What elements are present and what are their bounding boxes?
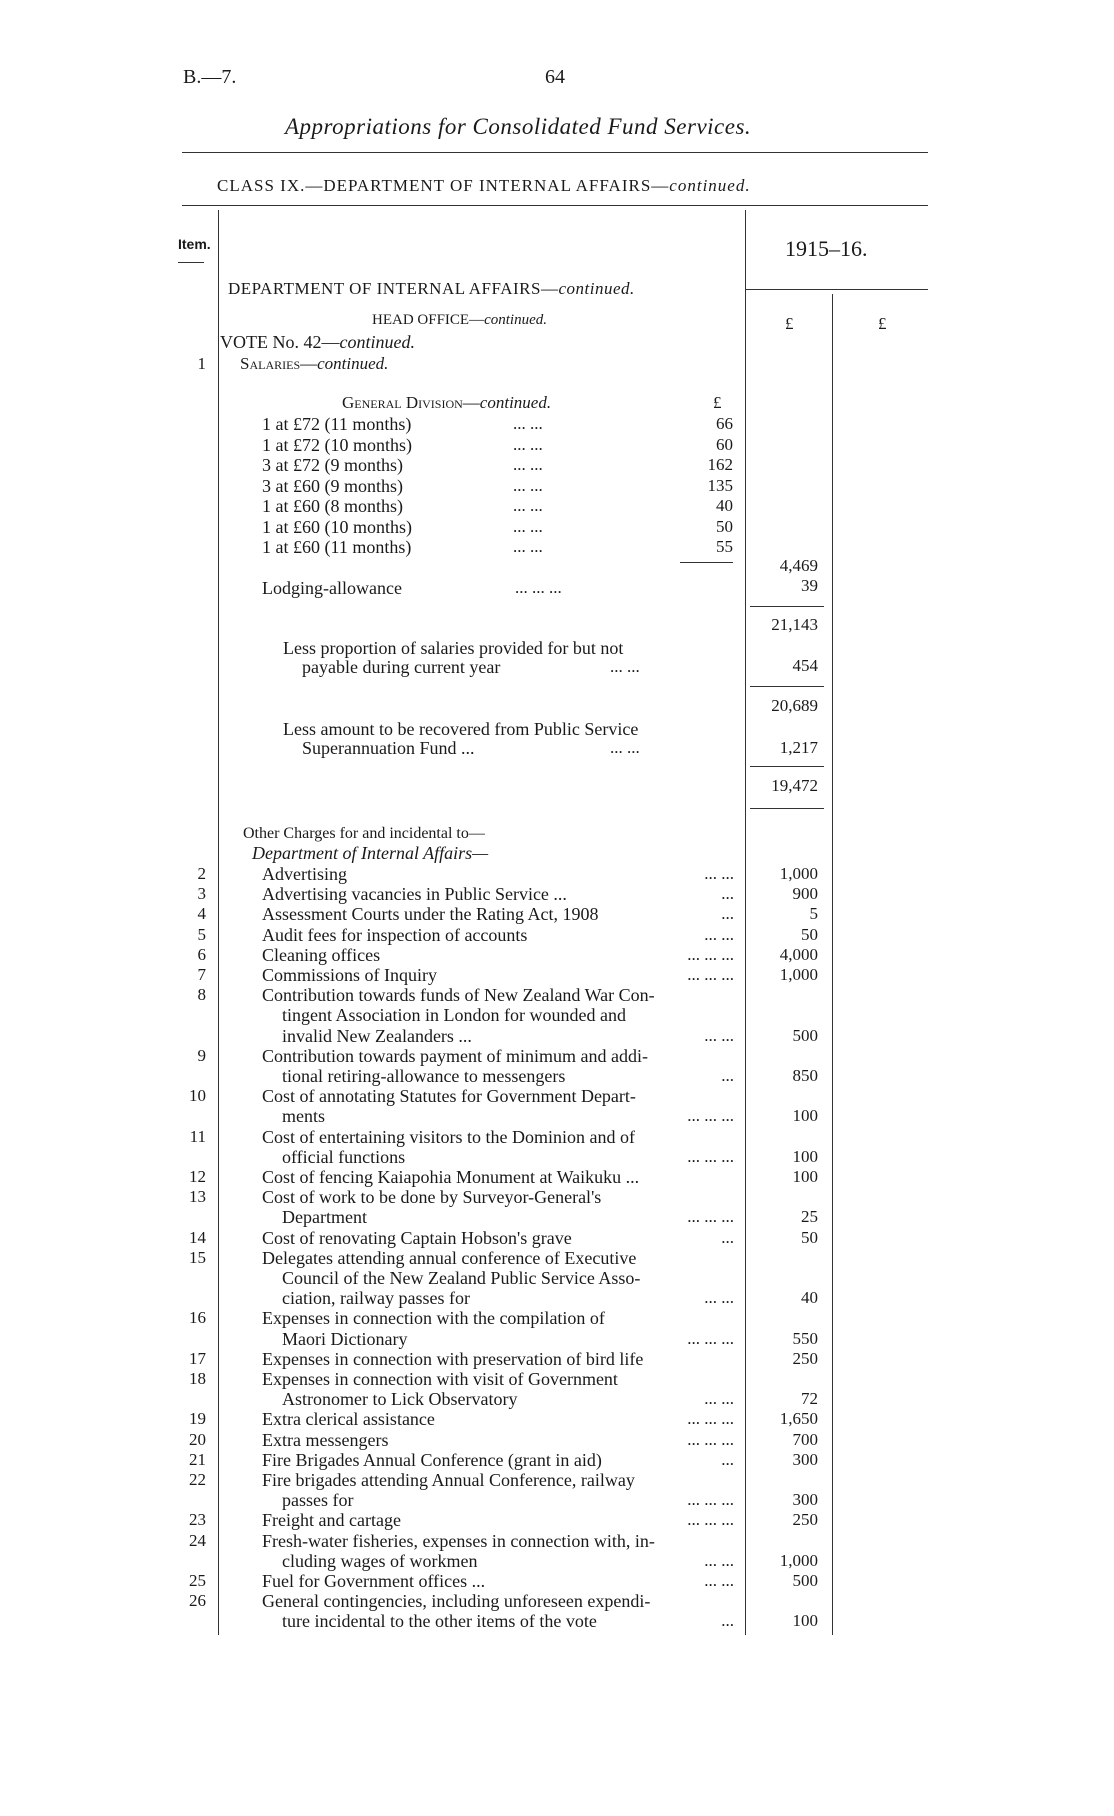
item-dots: ... ... ... bbox=[687, 944, 734, 964]
class-rule bbox=[182, 205, 928, 206]
less-proportion-line-2: payable during current year bbox=[302, 657, 501, 677]
item-dots: ... ... ... bbox=[687, 1146, 734, 1166]
general-division-row-dots: ... ... bbox=[513, 414, 543, 433]
item-number: 18 bbox=[189, 1369, 206, 1388]
item-description: Expenses in connection with visit of Government bbox=[262, 1369, 618, 1389]
item-description: Fire Brigades Annual Conference (grant in aid) bbox=[262, 1449, 602, 1470]
item-description: invalid New Zealanders ... bbox=[282, 1025, 472, 1046]
year-rule bbox=[745, 289, 928, 290]
item-number: 14 bbox=[189, 1227, 206, 1247]
item-number: 7 bbox=[197, 965, 206, 984]
lodging-allowance-dots: ... ... ... bbox=[515, 578, 562, 597]
item-number: 1 bbox=[197, 354, 206, 373]
salaries-final-total: 19,472 bbox=[771, 776, 818, 795]
item-amount: 700 bbox=[792, 1429, 818, 1449]
general-division-heading: General Division—continued. bbox=[342, 393, 552, 412]
item-amount: 4,000 bbox=[779, 944, 818, 964]
item-description: ture incidental to the other items of the vote bbox=[282, 1611, 597, 1632]
item-description: Cost of fencing Kaiapohia Monument at Waikuku ... bbox=[262, 1167, 640, 1187]
lodging-allowance-value: 39 bbox=[801, 576, 818, 595]
item-description: Fire brigades attending Annual Conference, railway bbox=[262, 1470, 635, 1490]
item-amount: 300 bbox=[792, 1490, 818, 1510]
item-number: 21 bbox=[189, 1449, 206, 1469]
item-dots: ... ... bbox=[704, 864, 734, 883]
general-division-row-value: 66 bbox=[716, 414, 733, 433]
item-description: General contingencies, including unforeseen expendi- bbox=[262, 1591, 651, 1612]
item-amount: 900 bbox=[792, 884, 818, 904]
general-division-pound-sign: £ bbox=[713, 393, 722, 412]
item-number: 17 bbox=[189, 1348, 206, 1368]
item-dots: ... ... ... bbox=[687, 1409, 734, 1429]
item-amount: 100 bbox=[792, 1611, 818, 1631]
item-description: Extra messengers bbox=[262, 1429, 389, 1450]
item-dots: ... bbox=[721, 884, 734, 904]
item-amount: 1,000 bbox=[779, 1550, 818, 1570]
item-dots: ... ... bbox=[704, 1389, 734, 1409]
item-description: Extra clerical assistance bbox=[262, 1409, 435, 1430]
general-division-row-value: 40 bbox=[716, 496, 733, 515]
item-description: Contribution towards payment of minimum and addi- bbox=[262, 1045, 648, 1066]
item-description: ciation, railway passes for bbox=[282, 1288, 470, 1309]
item-dots: ... bbox=[721, 1611, 734, 1631]
head-office-heading: HEAD OFFICE—continued. bbox=[372, 312, 547, 328]
item-description: Assessment Courts under the Rating Act, 1908 bbox=[262, 904, 599, 925]
item-amount: 1,000 bbox=[779, 965, 818, 984]
general-division-row-label: 3 at £72 (9 months) bbox=[262, 455, 403, 475]
general-division-row-dots: ... ... bbox=[513, 496, 543, 515]
item-number: 15 bbox=[189, 1247, 206, 1267]
item-number: 3 bbox=[197, 884, 206, 904]
item-number: 26 bbox=[189, 1591, 206, 1611]
less-superannuation-value: 1,217 bbox=[779, 738, 818, 757]
item-dots: ... ... ... bbox=[687, 1510, 734, 1530]
item-number: 16 bbox=[189, 1308, 206, 1328]
item-number: 20 bbox=[189, 1429, 206, 1449]
salaries-total: 21,143 bbox=[771, 615, 818, 634]
general-division-row-dots: ... ... bbox=[513, 537, 543, 556]
page-title: Appropriations for Consolidated Fund Services. bbox=[285, 114, 752, 139]
item-number: 24 bbox=[189, 1530, 206, 1550]
item-description: ments bbox=[282, 1106, 325, 1127]
item-number: 19 bbox=[189, 1409, 206, 1429]
pound-sign-2: £ bbox=[878, 314, 887, 333]
item-description: cluding wages of workmen bbox=[282, 1550, 478, 1571]
item-amount: 250 bbox=[792, 1510, 818, 1530]
general-division-row-dots: ... ... bbox=[513, 475, 543, 495]
second-amount-column-rule bbox=[832, 294, 833, 1635]
item-description: tional retiring-allowance to messengers bbox=[282, 1066, 566, 1086]
item-dots: ... ... bbox=[704, 1288, 734, 1308]
general-division-row-dots: ... ... bbox=[513, 455, 543, 474]
less-superannuation-line-2: Superannuation Fund ... bbox=[302, 738, 475, 758]
item-dots: ... ... ... bbox=[687, 1429, 734, 1449]
item-number: 5 bbox=[197, 924, 206, 944]
general-division-row-label: 1 at £72 (10 months) bbox=[262, 434, 412, 455]
item-amount: 550 bbox=[792, 1328, 818, 1348]
general-division-row-label: 1 at £60 (11 months) bbox=[262, 537, 412, 557]
general-division-row-dots: ... ... bbox=[513, 434, 543, 454]
item-amount: 500 bbox=[792, 1025, 818, 1045]
item-description: Freight and cartage bbox=[262, 1510, 401, 1531]
general-division-row-label: 1 at £60 (10 months) bbox=[262, 516, 412, 537]
general-division-row-label: 3 at £60 (9 months) bbox=[262, 475, 403, 496]
item-amount: 100 bbox=[792, 1106, 818, 1126]
item-header-rule bbox=[178, 262, 204, 263]
item-number: 2 bbox=[197, 864, 206, 883]
header-rule bbox=[182, 152, 928, 153]
item-dots: ... bbox=[721, 1449, 734, 1469]
item-description: Cleaning offices bbox=[262, 944, 381, 965]
item-dots: ... ... ... bbox=[687, 965, 734, 984]
item-amount: 100 bbox=[792, 1167, 818, 1186]
item-number: 23 bbox=[189, 1510, 206, 1530]
item-description: Cost of work to be done by Surveyor-General's bbox=[262, 1187, 602, 1208]
item-amount: 100 bbox=[792, 1146, 818, 1166]
less-superannuation-line-1: Less amount to be recovered from Public Service bbox=[283, 719, 639, 739]
class-heading: CLASS IX.—DEPARTMENT OF INTERNAL AFFAIRS—continued. bbox=[217, 176, 751, 195]
general-division-row-value: 135 bbox=[707, 475, 733, 495]
item-description: Expenses in connection with the compilation of bbox=[262, 1308, 605, 1329]
item-dots: ... bbox=[721, 1227, 734, 1247]
item-description: official functions bbox=[282, 1146, 406, 1167]
item-column-rule bbox=[218, 210, 219, 1635]
item-description: Cost of annotating Statutes for Government Depart- bbox=[262, 1086, 636, 1107]
item-dots: ... ... bbox=[704, 1571, 734, 1590]
item-description: passes for bbox=[282, 1490, 354, 1511]
item-description: Expenses in connection with preservation of bird life bbox=[262, 1348, 644, 1369]
item-dots: ... ... bbox=[704, 924, 734, 944]
item-number: 10 bbox=[189, 1086, 206, 1106]
item-number: 9 bbox=[197, 1045, 206, 1065]
general-division-row-label: 1 at £72 (11 months) bbox=[262, 414, 412, 434]
page-number: 64 bbox=[545, 66, 565, 88]
item-amount: 500 bbox=[792, 1571, 818, 1590]
item-number: 12 bbox=[189, 1167, 206, 1186]
item-description: Commissions of Inquiry bbox=[262, 965, 438, 985]
item-description: Cost of entertaining visitors to the Dominion and of bbox=[262, 1126, 635, 1147]
general-division-row-value: 162 bbox=[707, 455, 733, 474]
item-description: Cost of renovating Captain Hobson's grave bbox=[262, 1227, 572, 1248]
pound-sign-1: £ bbox=[785, 314, 794, 333]
item-number: 11 bbox=[189, 1126, 206, 1146]
less-superannuation-dots: ... ... bbox=[610, 738, 640, 757]
general-division-sum-rule bbox=[680, 562, 733, 563]
item-dots: ... bbox=[721, 904, 734, 924]
general-division-row-value: 60 bbox=[716, 434, 733, 454]
lodging-allowance-label: Lodging-allowance bbox=[262, 578, 402, 598]
general-division-subtotal: 4,469 bbox=[779, 556, 818, 575]
item-description: Delegates attending annual conference of Executive bbox=[262, 1247, 637, 1268]
item-description: Fresh-water fisheries, expenses in connection with, in- bbox=[262, 1530, 655, 1551]
item-description: Advertising vacancies in Public Service ... bbox=[262, 884, 567, 905]
year-heading: 1915–16. bbox=[785, 236, 868, 261]
item-number: 13 bbox=[189, 1187, 206, 1207]
general-division-row-dots: ... ... bbox=[513, 516, 543, 536]
total-rule-4 bbox=[750, 808, 824, 809]
total-rule-3 bbox=[750, 766, 824, 767]
salaries-heading: Salaries—continued. bbox=[240, 354, 389, 373]
other-charges-heading: Other Charges for and incidental to— bbox=[243, 825, 485, 842]
item-description: Advertising bbox=[262, 864, 347, 884]
item-amount: 5 bbox=[809, 904, 818, 924]
item-amount: 850 bbox=[792, 1066, 818, 1085]
item-description: Council of the New Zealand Public Service Asso- bbox=[282, 1268, 641, 1288]
item-number: 22 bbox=[189, 1470, 206, 1489]
item-number: 8 bbox=[197, 985, 206, 1005]
item-dots: ... bbox=[721, 1066, 734, 1085]
vote-heading: VOTE No. 42—continued. bbox=[220, 332, 415, 352]
general-division-row-value: 50 bbox=[716, 516, 733, 536]
item-dots: ... ... ... bbox=[687, 1490, 734, 1510]
item-amount: 25 bbox=[801, 1207, 818, 1227]
item-amount: 250 bbox=[792, 1348, 818, 1368]
item-description: Maori Dictionary bbox=[282, 1328, 408, 1349]
item-number: 6 bbox=[197, 944, 206, 964]
total-rule-1 bbox=[750, 606, 824, 607]
item-dots: ... ... ... bbox=[687, 1207, 734, 1227]
item-amount: 300 bbox=[792, 1449, 818, 1469]
less-proportion-value: 454 bbox=[792, 656, 818, 675]
less-proportion-line-1: Less proportion of salaries provided for but not bbox=[283, 638, 624, 658]
item-description: Astronomer to Lick Observatory bbox=[282, 1389, 518, 1410]
department-heading: DEPARTMENT OF INTERNAL AFFAIRS—continued. bbox=[228, 279, 635, 298]
item-dots: ... ... ... bbox=[687, 1328, 734, 1348]
item-amount: 50 bbox=[801, 1227, 818, 1247]
item-description: Audit fees for inspection of accounts bbox=[262, 924, 528, 945]
item-number: 25 bbox=[189, 1571, 206, 1590]
net-total: 20,689 bbox=[771, 696, 818, 715]
item-amount: 1,650 bbox=[779, 1409, 818, 1429]
other-charges-subheading: Department of Internal Affairs— bbox=[252, 843, 489, 863]
item-amount: 40 bbox=[801, 1288, 818, 1308]
item-number: 4 bbox=[197, 904, 206, 924]
less-proportion-dots: ... ... bbox=[610, 657, 640, 676]
general-division-row-label: 1 at £60 (8 months) bbox=[262, 496, 403, 516]
item-dots: ... ... bbox=[704, 1025, 734, 1045]
item-amount: 1,000 bbox=[779, 864, 818, 883]
item-description: Fuel for Government offices ... bbox=[262, 1571, 486, 1591]
item-column-label: Item. bbox=[178, 236, 211, 252]
item-dots: ... ... bbox=[704, 1550, 734, 1570]
item-amount: 50 bbox=[801, 924, 818, 944]
item-description: tingent Association in London for wounded and bbox=[282, 1005, 626, 1026]
total-rule-2 bbox=[750, 686, 824, 687]
item-amount: 72 bbox=[801, 1389, 818, 1409]
item-description: Contribution towards funds of New Zealand War Con- bbox=[262, 985, 655, 1006]
general-division-row-value: 55 bbox=[716, 537, 733, 556]
item-dots: ... ... ... bbox=[687, 1106, 734, 1126]
item-description: Department bbox=[282, 1207, 367, 1228]
document-reference: B.—7. bbox=[183, 66, 237, 88]
